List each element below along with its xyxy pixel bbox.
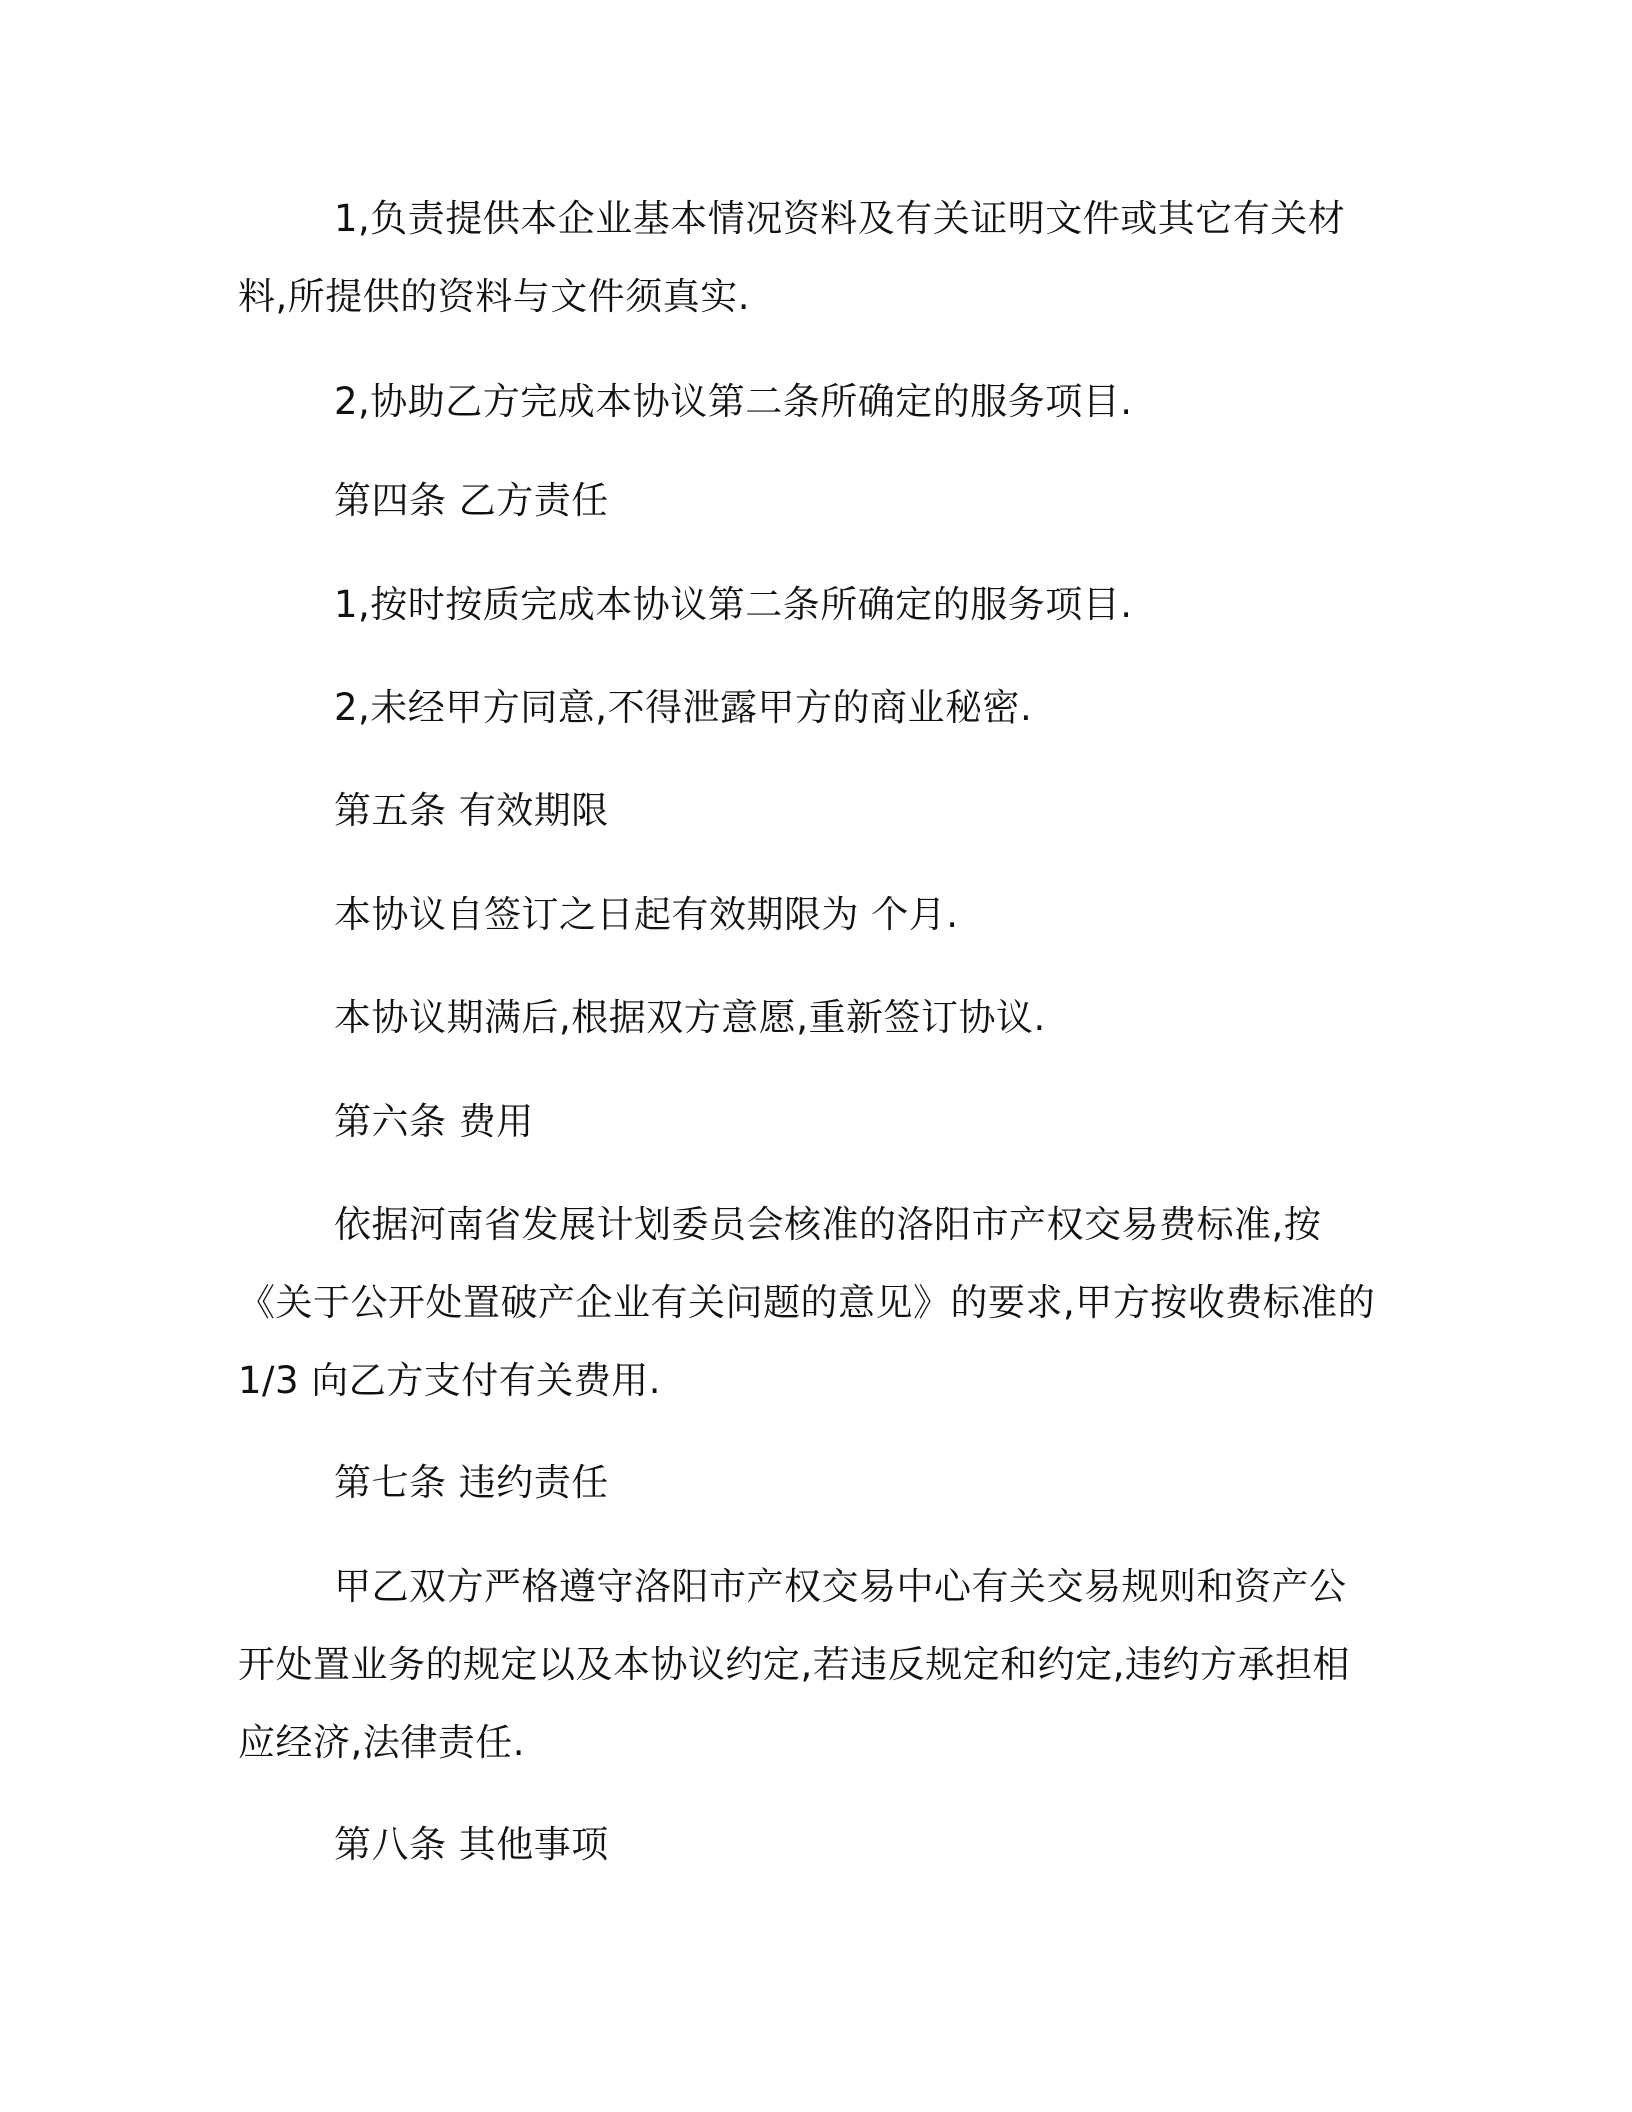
paragraph-party-a-duty-2: 2,协助乙方完成本协议第二条所确定的服务项目. <box>334 380 1133 423</box>
paragraph-party-a-duty-1: 1,负责提供本企业基本情况资料及有关证明文件或其它有关材料,所提供的资料与文件须真实. <box>238 197 1346 318</box>
paragraph-party-b-duty-1: 1,按时按质完成本协议第二条所确定的服务项目. <box>334 583 1133 626</box>
paragraph-validity-period: 本协议自签订之日起有效期限为 个月. <box>334 893 959 936</box>
paragraph-fees: 依据河南省发展计划委员会核准的洛阳市产权交易费标准,按《关于公开处置破产企业有关问题的意见》的要求,甲方按收费标准的1/3 向乙方支付有关费用. <box>238 1203 1376 1402</box>
heading-article-7: 第七条 违约责任 <box>334 1461 609 1504</box>
heading-article-5: 第五条 有效期限 <box>334 789 609 832</box>
paragraph-breach-liability: 甲乙双方严格遵守洛阳市产权交易中心有关交易规则和资产公开处置业务的规定以及本协议约定,若违反规定和约定,违约方承担相应经济,法律责任. <box>238 1565 1351 1764</box>
heading-article-6: 第六条 费用 <box>334 1100 534 1143</box>
paragraph-party-b-duty-2: 2,未经甲方同意,不得泄露甲方的商业秘密. <box>334 686 1033 729</box>
heading-article-8: 第八条 其他事项 <box>334 1823 609 1866</box>
heading-article-4: 第四条 乙方责任 <box>334 479 609 522</box>
paragraph-renewal: 本协议期满后,根据双方意愿,重新签订协议. <box>334 996 1046 1039</box>
